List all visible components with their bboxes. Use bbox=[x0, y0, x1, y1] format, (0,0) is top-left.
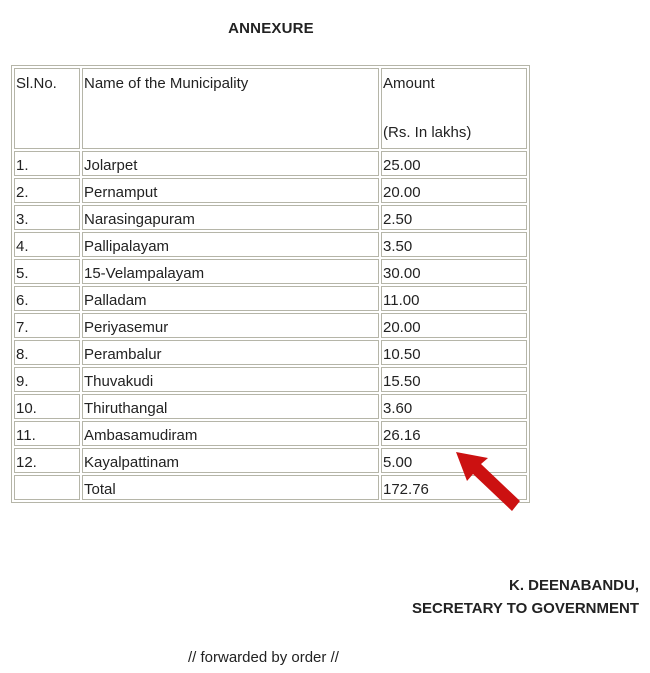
municipality-name-cell: Thiruthangal bbox=[82, 394, 379, 419]
amount-cell: 3.60 bbox=[381, 394, 527, 419]
sl-no-cell: 11. bbox=[14, 421, 80, 446]
amount-cell: 20.00 bbox=[381, 178, 527, 203]
table-row bbox=[14, 205, 527, 230]
table-row bbox=[14, 394, 527, 419]
sl-no-cell: 10. bbox=[14, 394, 80, 419]
municipality-name-cell: Periyasemur bbox=[82, 313, 379, 338]
amount-cell: 11.00 bbox=[381, 286, 527, 311]
municipality-name-cell: Ambasamudiram bbox=[82, 421, 379, 446]
amount-cell: 26.16 bbox=[381, 421, 527, 446]
municipality-name-cell: Narasingapuram bbox=[82, 205, 379, 230]
municipality-name-cell: 15-Velampalayam bbox=[82, 259, 379, 284]
sl-no-cell: 5. bbox=[14, 259, 80, 284]
sl-no-cell: 3. bbox=[14, 205, 80, 230]
amount-cell: 3.50 bbox=[381, 232, 527, 257]
red-arrow-icon bbox=[450, 448, 524, 516]
total-amount-cell: 172.76 bbox=[381, 475, 527, 500]
municipality-name-cell: Kayalpattinam bbox=[82, 448, 379, 473]
table-row bbox=[14, 340, 527, 365]
header-amount-label: Amount bbox=[383, 75, 435, 92]
municipality-name-cell: Jolarpet bbox=[82, 151, 379, 176]
table-row bbox=[14, 259, 527, 284]
sl-no-cell: 6. bbox=[14, 286, 80, 311]
header-amount bbox=[381, 68, 527, 149]
table-row bbox=[14, 421, 527, 446]
red-arrow-shape bbox=[456, 452, 520, 511]
municipality-name-cell: Perambalur bbox=[82, 340, 379, 365]
signatory-name: K. DEENABANDU, bbox=[508, 577, 639, 594]
sl-no-cell: 1. bbox=[14, 151, 80, 176]
header-municipality-name: Name of the Municipality bbox=[82, 68, 379, 149]
sl-no-cell: 9. bbox=[14, 367, 80, 392]
amount-cell: 5.00 bbox=[381, 448, 527, 473]
table-row bbox=[14, 178, 527, 203]
amount-cell: 20.00 bbox=[381, 313, 527, 338]
sl-no-cell: 12. bbox=[14, 448, 80, 473]
municipality-name-cell: Pallipalayam bbox=[82, 232, 379, 257]
header-amount-unit: (Rs. In lakhs) bbox=[383, 124, 472, 141]
total-label-cell: Total bbox=[82, 475, 379, 500]
sl-no-cell: 7. bbox=[14, 313, 80, 338]
municipality-table bbox=[11, 65, 530, 503]
municipality-name-cell: Pernamput bbox=[82, 178, 379, 203]
amount-cell: 30.00 bbox=[381, 259, 527, 284]
table-row bbox=[14, 313, 527, 338]
sl-no-cell: 4. bbox=[14, 232, 80, 257]
amount-cell: 25.00 bbox=[381, 151, 527, 176]
amount-cell: 15.50 bbox=[381, 367, 527, 392]
table-row bbox=[14, 367, 527, 392]
sl-no-cell: 8. bbox=[14, 340, 80, 365]
municipality-name-cell: Thuvakudi bbox=[82, 367, 379, 392]
amount-cell: 2.50 bbox=[381, 205, 527, 230]
amount-cell: 10.50 bbox=[381, 340, 527, 365]
table-row bbox=[14, 232, 527, 257]
table-header-row bbox=[14, 68, 527, 149]
forwarded-note: // forwarded by order // bbox=[188, 649, 339, 666]
annexure-heading: ANNEXURE bbox=[228, 20, 314, 37]
table-row bbox=[14, 151, 527, 176]
table-row bbox=[14, 286, 527, 311]
municipality-name-cell: Palladam bbox=[82, 286, 379, 311]
signature-block bbox=[412, 574, 639, 620]
sl-no-cell: 2. bbox=[14, 178, 80, 203]
header-sl-no: Sl.No. bbox=[14, 68, 80, 149]
signatory-title: SECRETARY TO GOVERNMENT bbox=[412, 600, 639, 617]
total-sl-cell bbox=[14, 475, 80, 500]
